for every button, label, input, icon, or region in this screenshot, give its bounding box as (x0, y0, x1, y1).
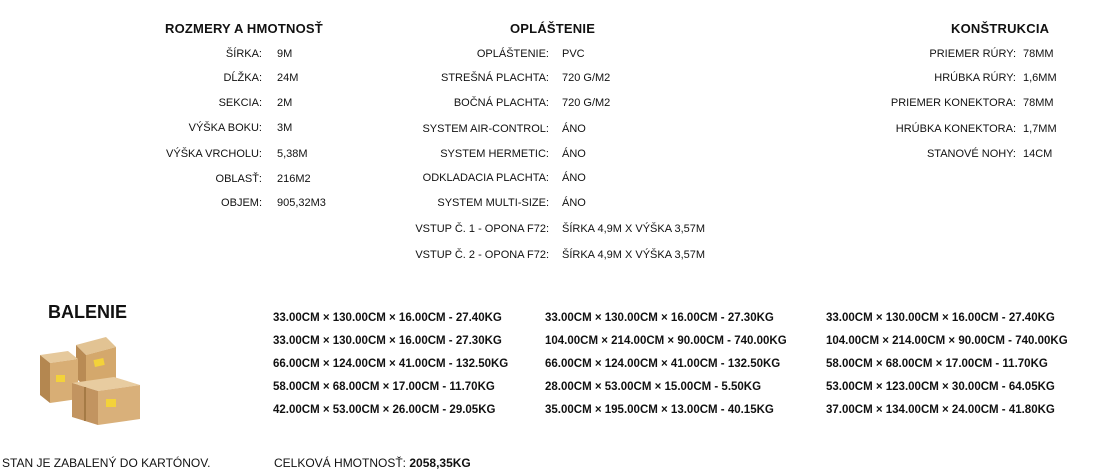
package-item: 104.00CM × 214.00CM × 90.00CM - 740.00KG (826, 335, 1068, 347)
oplastenie-label: VSTUP Č. 2 - OPONA F72: (415, 249, 549, 261)
package-item: 33.00CM × 130.00CM × 16.00CM - 27.30KG (273, 335, 502, 347)
oplastenie-value: ÁNO (562, 172, 586, 184)
oplastenie-value: ÁNO (562, 197, 586, 209)
konstrukcia-label: HRÚBKA RÚRY: (934, 72, 1016, 84)
oplastenie-label: SYSTEM AIR-CONTROL: (422, 123, 549, 135)
package-item: 37.00CM × 134.00CM × 24.00CM - 41.80KG (826, 404, 1055, 416)
rozmery-label: SEKCIA: (218, 97, 262, 109)
rozmery-label: OBLASŤ: (215, 173, 262, 185)
package-item: 42.00CM × 53.00CM × 26.00CM - 29.05KG (273, 404, 496, 416)
konstrukcia-label: HRÚBKA KONEKTORA: (895, 123, 1016, 135)
section-title-konstrukcia: KONŠTRUKCIA (951, 21, 1050, 36)
konstrukcia-value: 1,6MM (1023, 72, 1057, 84)
konstrukcia-value: 78MM (1023, 97, 1054, 109)
package-item: 53.00CM × 123.00CM × 30.00CM - 64.05KG (826, 381, 1055, 393)
package-item: 66.00CM × 124.00CM × 41.00CM - 132.50KG (545, 358, 781, 370)
oplastenie-label: OPLÁŠTENIE: (476, 48, 549, 60)
oplastenie-value: 720 G/M2 (562, 97, 611, 109)
konstrukcia-value: 1,7MM (1023, 123, 1057, 135)
rozmery-value: 5,38M (277, 148, 308, 160)
package-item: 28.00CM × 53.00CM × 15.00CM - 5.50KG (545, 381, 762, 393)
oplastenie-label: VSTUP Č. 1 - OPONA F72: (415, 223, 549, 235)
oplastenie-value: PVC (562, 48, 585, 60)
rozmery-label: VÝŠKA BOKU: (188, 122, 262, 134)
rozmery-label: OBJEM: (221, 197, 262, 209)
konstrukcia-value: 78MM (1023, 48, 1054, 60)
oplastenie-label: ODKLADACIA PLACHTA: (422, 172, 549, 184)
total-weight-label: CELKOVÁ HMOTNOSŤ: (274, 456, 407, 470)
oplastenie-label: SYSTEM MULTI-SIZE: (437, 197, 549, 209)
rozmery-label: DĹŽKA: (223, 72, 262, 84)
total-weight-value: 2058,35KG (409, 456, 471, 470)
konstrukcia-value: 14CM (1023, 148, 1053, 160)
section-title-oplastenie: OPLÁŠTENIE (510, 21, 596, 36)
rozmery-value: 905,32M3 (277, 197, 326, 209)
oplastenie-value: ŠÍRKA 4,9M X VÝŠKA 3,57M (562, 249, 706, 261)
oplastenie-value: 720 G/M2 (562, 72, 611, 84)
konstrukcia-label: STANOVÉ NOHY: (926, 148, 1016, 160)
rozmery-value: 24M (277, 72, 299, 84)
oplastenie-label: STREŠNÁ PLACHTA: (441, 72, 549, 84)
section-title-balenie: BALENIE (48, 302, 128, 322)
package-item: 58.00CM × 68.00CM × 17.00CM - 11.70KG (826, 358, 1048, 370)
package-item: 33.00CM × 130.00CM × 16.00CM - 27.40KG (826, 312, 1055, 324)
oplastenie-value: ÁNO (562, 123, 586, 135)
rozmery-value: 9M (277, 48, 293, 60)
package-item: 35.00CM × 195.00CM × 13.00CM - 40.15KG (545, 404, 774, 416)
package-item: 66.00CM × 124.00CM × 41.00CM - 132.50KG (273, 358, 509, 370)
rozmery-label: VÝŠKA VRCHOLU: (166, 148, 262, 160)
oplastenie-label: BOČNÁ PLACHTA: (453, 97, 549, 109)
total-weight (274, 456, 471, 470)
konstrukcia-label: PRIEMER KONEKTORA: (890, 97, 1016, 109)
package-item: 33.00CM × 130.00CM × 16.00CM - 27.40KG (273, 312, 502, 324)
rozmery-value: 2M (277, 97, 293, 109)
rozmery-label: ŠÍRKA: (225, 48, 262, 60)
rozmery-value: 216M2 (277, 173, 311, 185)
package-item: 58.00CM × 68.00CM × 17.00CM - 11.70KG (273, 381, 495, 393)
packaging-note: STAN JE ZABALENÝ DO KARTÓNOV. (2, 456, 211, 470)
package-item: 33.00CM × 130.00CM × 16.00CM - 27.30KG (545, 312, 774, 324)
section-title-rozmery: ROZMERY A HMOTNOSŤ (165, 21, 323, 36)
package-item: 104.00CM × 214.00CM × 90.00CM - 740.00KG (545, 335, 787, 347)
oplastenie-label: SYSTEM HERMETIC: (440, 148, 549, 160)
konstrukcia-label: PRIEMER RÚRY: (929, 48, 1016, 60)
oplastenie-value: ÁNO (562, 148, 586, 160)
rozmery-value: 3M (277, 122, 293, 134)
cardboard-boxes-icon (36, 333, 146, 428)
oplastenie-value: ŠÍRKA 4,9M X VÝŠKA 3,57M (562, 223, 706, 235)
